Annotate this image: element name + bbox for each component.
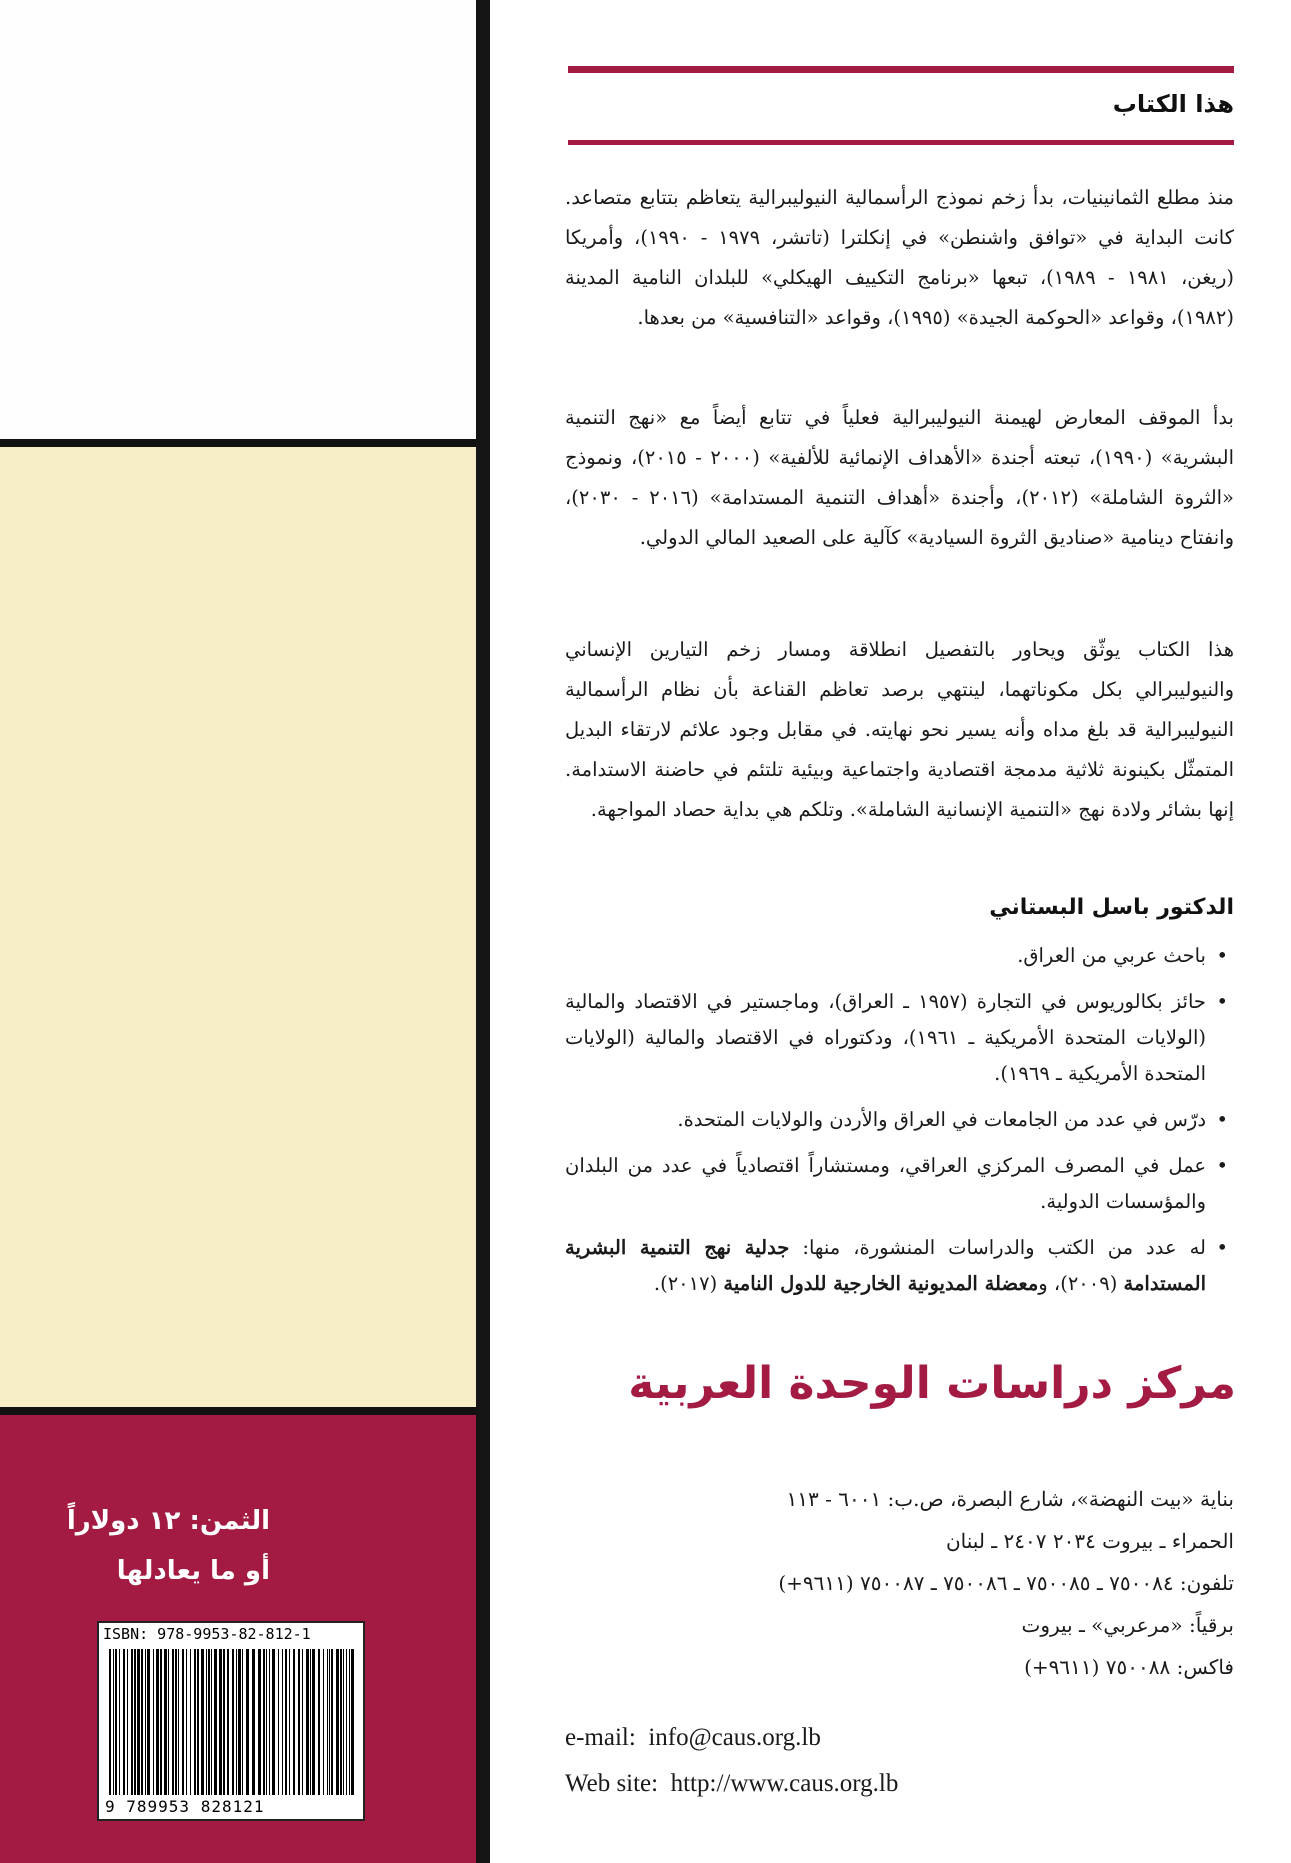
left-white-panel — [0, 0, 476, 439]
barcode-icon — [109, 1649, 355, 1795]
divider-bar — [0, 1407, 476, 1415]
email-label: e-mail: — [565, 1724, 636, 1751]
price-equivalent: أو ما يعادلها — [116, 1556, 270, 1586]
bio-item: • درّس في عدد من الجامعات في العراق والأردن والولايات المتحدة. — [565, 1102, 1234, 1138]
email-line — [565, 1724, 821, 1752]
publication-year: (٢٠٠٩)، و — [1038, 1272, 1124, 1295]
publication-title: معضلة المديونية الخارجية للدول النامية — [723, 1272, 1039, 1295]
left-beige-panel — [0, 447, 476, 1407]
bio-item-publications — [565, 1230, 1234, 1302]
publisher-address — [778, 1478, 1234, 1688]
isbn-barcode — [97, 1621, 365, 1821]
author-name: الدكتور باسل البستاني — [989, 895, 1234, 920]
website-url: http://www.caus.org.lb — [670, 1770, 899, 1797]
website-line — [565, 1770, 898, 1798]
publication-title: جدلية نهج التنمية البشرية المستدامة — [565, 1236, 1206, 1295]
author-bio-list — [565, 938, 1234, 1312]
description-paragraph: هذا الكتاب يوثّق ويحاور بالتفصيل انطلاقة ومسار زخم التيارين الإنساني والنيوليبرالي بكل مكوناتهما، لينتهي برصد تعاظم القناعة بأن نظام الرأسمالية النيوليبرالية قد بلغ مداه وأنه يسير نحو نهايته. في مقابل وجود علائم لارتقاء البديل المتمثّل بكينونة ثلاثية مدمجة اقتصادية واجتماعية وبيئية تلتئم في حاضنة الاستدامة. إنها بشائر ولادة نهج «التنمية الإنسانية الشاملة». وتلكم هي بداية حصاد المواجهة. — [565, 638, 1234, 821]
email-address: info@caus.org.lb — [648, 1724, 821, 1751]
divider-bar — [0, 439, 476, 447]
address-line: بناية «بيت النهضة»، شارع البصرة، ص.ب: ٦٠٠١ - ١١٣ — [786, 1487, 1234, 1511]
bio-item: • عمل في المصرف المركزي العراقي، ومستشاراً اقتصادياً في عدد من البلدان والمؤسسات الدولية. — [565, 1148, 1234, 1220]
bio-item: • باحث عربي من العراق. — [565, 938, 1234, 974]
bio-item: • حائز بكالوريوس في التجارة (١٩٥٧ ـ العراق)، وماجستير في الاقتصاد والمالية (الولايات المتحدة الأمريكية ـ ١٩٦١)، ودكتوراه في الاقتصاد والمالية (الولايات المتحدة الأمريكية ـ ١٩٦٩). — [565, 984, 1234, 1092]
section-heading: هذا الكتاب — [1112, 90, 1234, 118]
header-rule — [568, 66, 1234, 73]
phone-line: تلفون: ٧٥٠٠٨٤ ـ ٧٥٠٠٨٥ ـ ٧٥٠٠٨٦ ـ ٧٥٠٠٨٧ (٩٦١١+) — [778, 1571, 1234, 1595]
barcode-digits: 9 789953 828121 — [105, 1797, 265, 1816]
price-label: الثمن: ١٢ دولاراً — [66, 1506, 270, 1536]
header-rule — [568, 140, 1234, 145]
publisher-name: مركز دراسات الوحدة العربية — [628, 1358, 1236, 1409]
description-paragraph: منذ مطلع الثمانينيات، بدأ زخم نموذج الرأسمالية النيوليبرالية يتعاظم بتتابع متصاعد. كانت البداية في «توافق واشنطن» في إنكلترا (تاتشر، ١٩٧٩ - ١٩٩٠)، وأمريكا (ريغن، ١٩٨١ - ١٩٨٩)، تبعها «برنامج التكييف الهيكلي» للبلدان النامية المدينة (١٩٨٢)، وقواعد «الحوكمة الجيدة» (١٩٩٥)، وقواعد «التنافسية» من بعدها. — [565, 186, 1234, 329]
vertical-divider-bar — [476, 0, 490, 1863]
address-line: الحمراء ـ بيروت ٢٠٣٤ ٢٤٠٧ ـ لبنان — [945, 1529, 1234, 1553]
publications-intro: له عدد من الكتب والدراسات المنشورة، منها: — [789, 1236, 1207, 1259]
telegraph-line: برقياً: «مرعربي» ـ بيروت — [1021, 1613, 1234, 1637]
isbn-number: ISBN: 978-9953-82-812-1 — [103, 1625, 311, 1643]
fax-line: فاكس: ٧٥٠٠٨٨ (٩٦١١+) — [1024, 1655, 1234, 1679]
publication-year: (٢٠١٧). — [653, 1272, 724, 1295]
website-label: Web site: — [565, 1770, 659, 1797]
description-paragraph: بدأ الموقف المعارض لهيمنة النيوليبرالية فعلياً في تتابع أيضاً مع «نهج التنمية البشرية» (١٩٩٠)، تبعته أجندة «الأهداف الإنمائية للألفية» (٢٠٠٠ - ٢٠١٥)، ونموذج «الثروة الشاملة» (٢٠١٢)، وأجندة «أهداف التنمية المستدامة» (٢٠١٦ - ٢٠٣٠)، وانفتاح دينامية «صناديق الثروة السيادية» كآلية على الصعيد المالي الدولي. — [565, 406, 1234, 549]
